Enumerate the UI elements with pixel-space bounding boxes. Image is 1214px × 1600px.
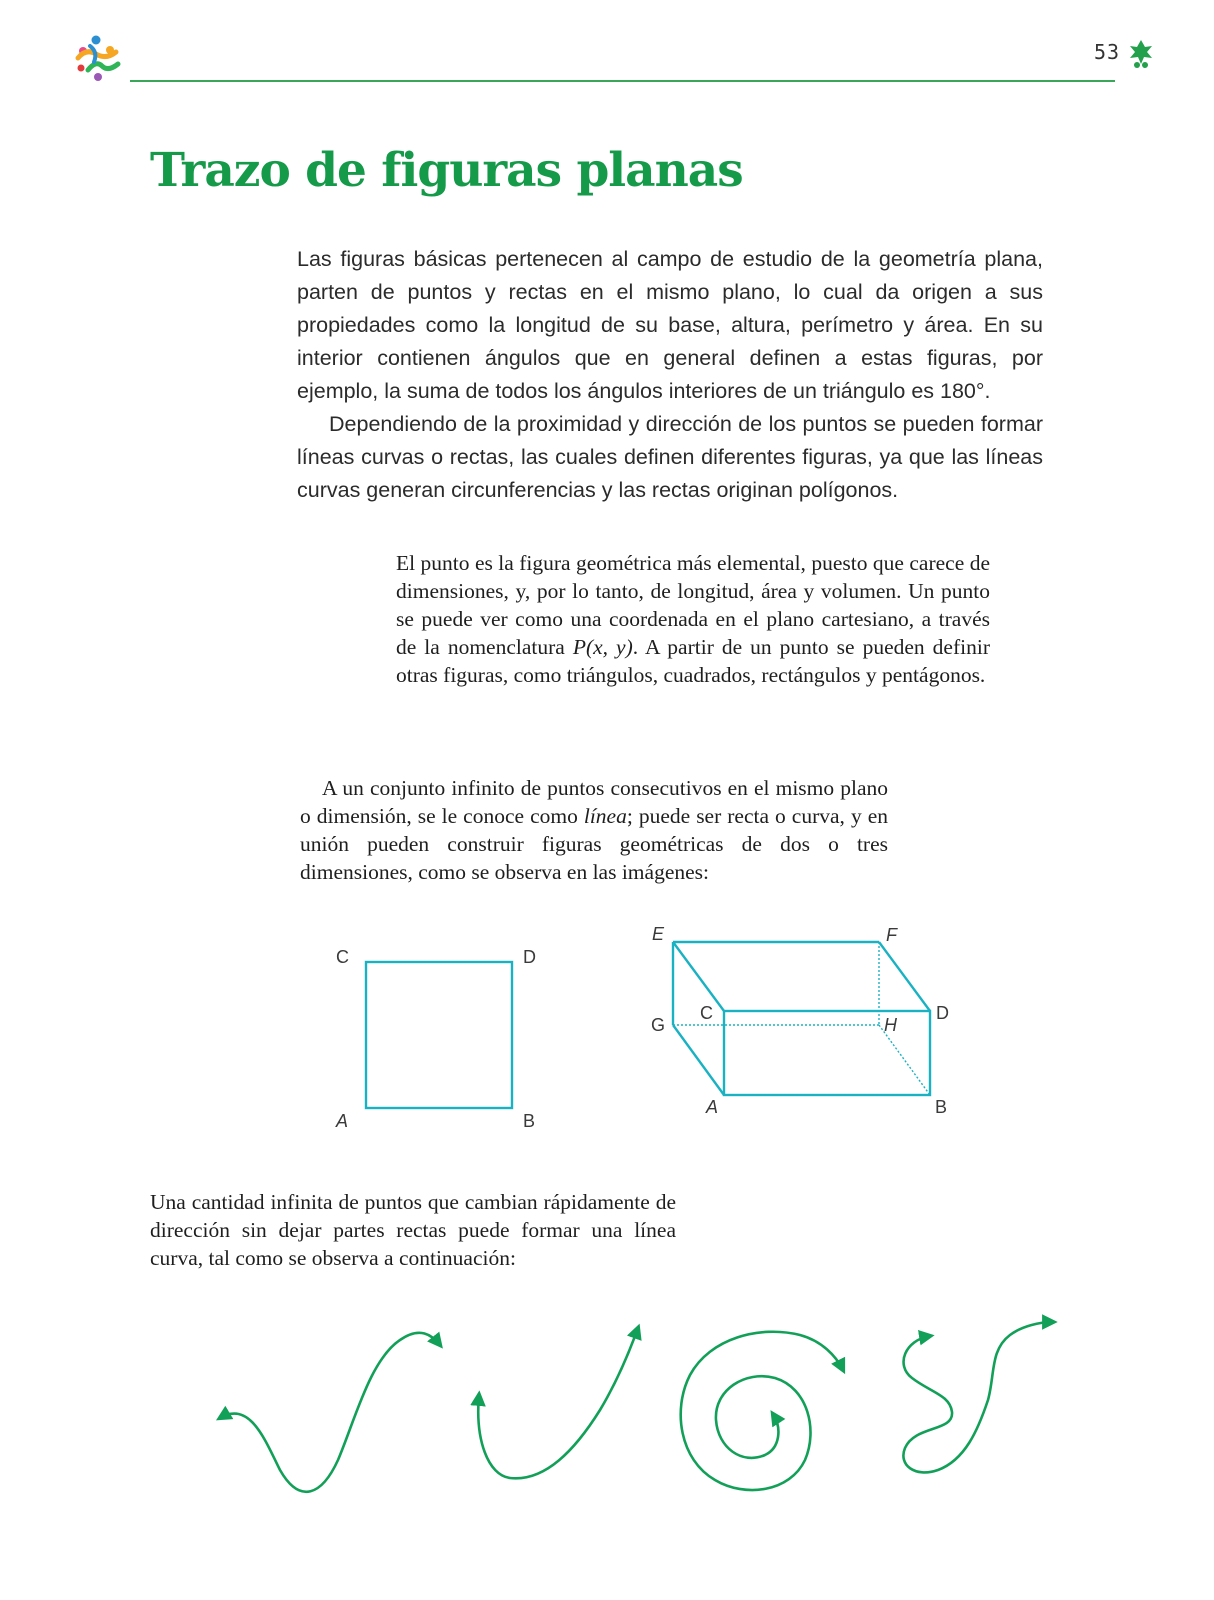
prism-label-a: A <box>706 1097 719 1117</box>
square-label-c: C <box>336 947 349 967</box>
line-text-after: ; puede ser recta o curva, y en unión pueden construir figuras geométricas de dos o tres dimensiones, como se observa en las imágenes: <box>300 804 888 884</box>
prism-label-h: H <box>884 1015 897 1035</box>
point-text-before: El punto es la figura geométrica más elemental, puesto que carece de dimensiones, y, por lo tanto, de longitud, área y volumen. Un punto se puede ver como una coordenada en el plano cartesiano, a través de la nomenclatura <box>396 551 990 659</box>
prism-label-e: E <box>652 924 665 944</box>
intro-paragraph-1: Las figuras básicas pertenecen al campo de estudio de la geometría plana, parten de puntos y rectas en el mismo plano, lo cual da origen a sus propiedades como la longitud de su base, altura, perímetro y área. En su interior contienen ángulos que en general definen a estas figuras, por ejemplo, la suma de todos los ángulos interiores de un triángulo es 180°. <box>297 247 1043 403</box>
point-notation: P(x, y) <box>572 635 633 659</box>
page-title: Trazo de figuras planas <box>150 143 743 198</box>
prism-label-g: G <box>651 1015 666 1035</box>
square-label-a: A <box>336 1111 349 1131</box>
line-text-before: A un conjunto infinito de puntos consecutivos en el mismo plano o dimensión, se le conoce como <box>300 776 888 828</box>
square-label-b: B <box>523 1111 536 1131</box>
curve-spiral <box>681 1332 843 1490</box>
square-label-d: D <box>523 947 536 967</box>
curve-paragraph: Una cantidad infinita de puntos que cambian rápidamente de dirección sin dejar partes rectas puede formar una línea curva, tal como se observa a continuación: <box>150 1190 676 1270</box>
intro-paragraph-2: Dependiendo de la proximidad y dirección de los puntos se pueden formar líneas curvas o rectas, las cuales definen diferentes figuras, ya que las líneas curvas generan circunferencias y las rectas originan polígonos. <box>297 412 1043 502</box>
prism-label-d: D <box>936 1003 949 1023</box>
prism-label-b: B <box>935 1097 948 1117</box>
curve-s-wave <box>220 1333 440 1492</box>
page-number: 53 <box>1094 40 1121 64</box>
prism-label-f: F <box>886 925 897 945</box>
curve-squiggle <box>903 1322 1053 1472</box>
prism-label-c: C <box>700 1003 713 1023</box>
line-term: línea <box>583 804 627 828</box>
curve-j-hook <box>478 1328 638 1478</box>
point-text-after: . A partir de un punto se pueden definir otras figuras, como triángulos, cuadrados, rectángulos y pentágonos. <box>396 635 990 687</box>
